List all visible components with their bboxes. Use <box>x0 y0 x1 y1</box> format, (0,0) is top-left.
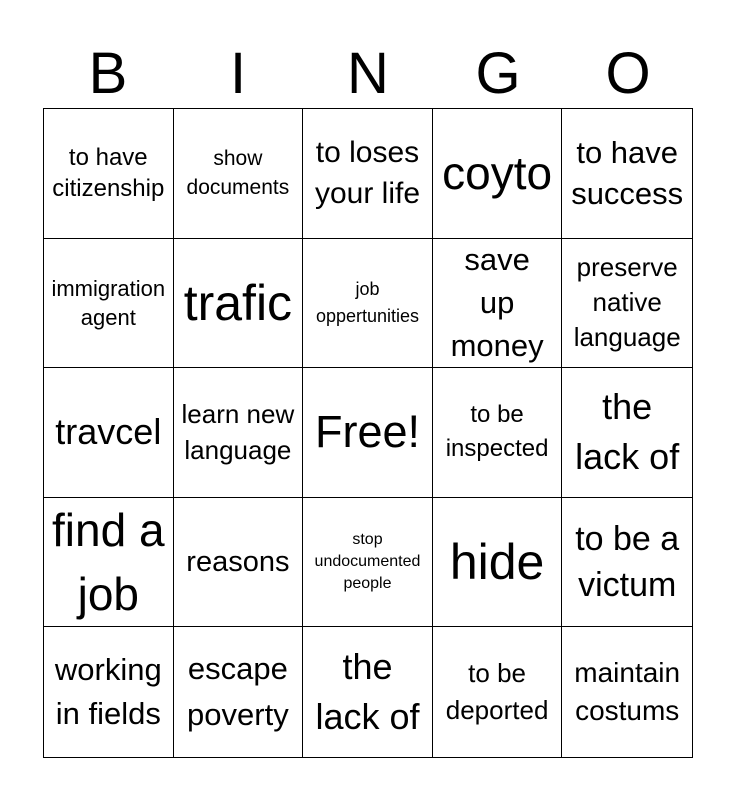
bingo-cell[interactable] <box>303 498 433 628</box>
bingo-header <box>43 40 693 108</box>
cell-text: to have success <box>571 135 684 212</box>
cell-text: immigration agent <box>51 275 166 330</box>
cell-text: to have citizenship <box>52 144 165 203</box>
bingo-cell[interactable] <box>433 498 563 628</box>
cell-text: find a job <box>52 504 165 621</box>
cell-text: to be a victum <box>575 520 680 605</box>
cell-text: the lack of <box>575 386 680 478</box>
cell-text: to be deported <box>445 658 549 726</box>
cell-text: show documents <box>186 147 290 200</box>
bingo-cell[interactable] <box>174 498 304 628</box>
cell-text: reasons <box>186 546 290 579</box>
bingo-cell[interactable] <box>562 109 692 239</box>
header-letter-i: I <box>229 41 247 106</box>
bingo-cell[interactable] <box>174 239 304 369</box>
bingo-cell[interactable] <box>44 109 174 239</box>
bingo-cell[interactable] <box>44 368 174 498</box>
cell-text: the lack of <box>315 646 420 738</box>
bingo-card <box>43 108 693 758</box>
bingo-cell[interactable] <box>303 627 433 757</box>
bingo-cell[interactable] <box>44 239 174 369</box>
cell-text: travcel <box>55 411 162 453</box>
cell-text: learn new language <box>181 399 295 466</box>
cell-text: preserve native language <box>573 252 681 353</box>
cell-text: coyto <box>442 147 553 200</box>
bingo-cell[interactable] <box>433 109 563 239</box>
bingo-cell[interactable] <box>562 498 692 628</box>
bingo-cell[interactable] <box>44 627 174 757</box>
bingo-cell[interactable] <box>562 627 692 757</box>
cell-text: Free! <box>314 406 420 458</box>
cell-text: maintain costums <box>574 657 681 727</box>
header-letter-b: B <box>88 41 128 106</box>
bingo-cell[interactable] <box>562 368 692 498</box>
bingo-cell[interactable] <box>303 368 433 498</box>
bingo-cell[interactable] <box>562 239 692 369</box>
bingo-cell[interactable] <box>303 239 433 369</box>
cell-text: stop undocumented people <box>314 531 421 593</box>
bingo-cell[interactable] <box>303 109 433 239</box>
bingo-cell[interactable] <box>174 368 304 498</box>
cell-text: save up money <box>450 242 544 364</box>
cell-text: to be inspected <box>445 401 549 463</box>
bingo-cell[interactable] <box>433 239 563 369</box>
bingo-cell[interactable] <box>433 368 563 498</box>
cell-text: to loses your life <box>314 136 420 211</box>
bingo-cell[interactable] <box>174 109 304 239</box>
header-letter-g: G <box>475 41 521 106</box>
bingo-cell[interactable] <box>174 627 304 757</box>
cell-text: hide <box>449 534 545 591</box>
cell-text: escape poverty <box>187 651 289 733</box>
cell-text: job oppertunities <box>315 278 420 326</box>
cell-text: trafic <box>183 274 293 331</box>
bingo-cell[interactable] <box>433 627 563 757</box>
header-letter-o: O <box>605 41 651 106</box>
bingo-cell[interactable] <box>44 498 174 628</box>
header-letter-n: N <box>347 41 389 106</box>
cell-text: working in fields <box>54 652 162 732</box>
